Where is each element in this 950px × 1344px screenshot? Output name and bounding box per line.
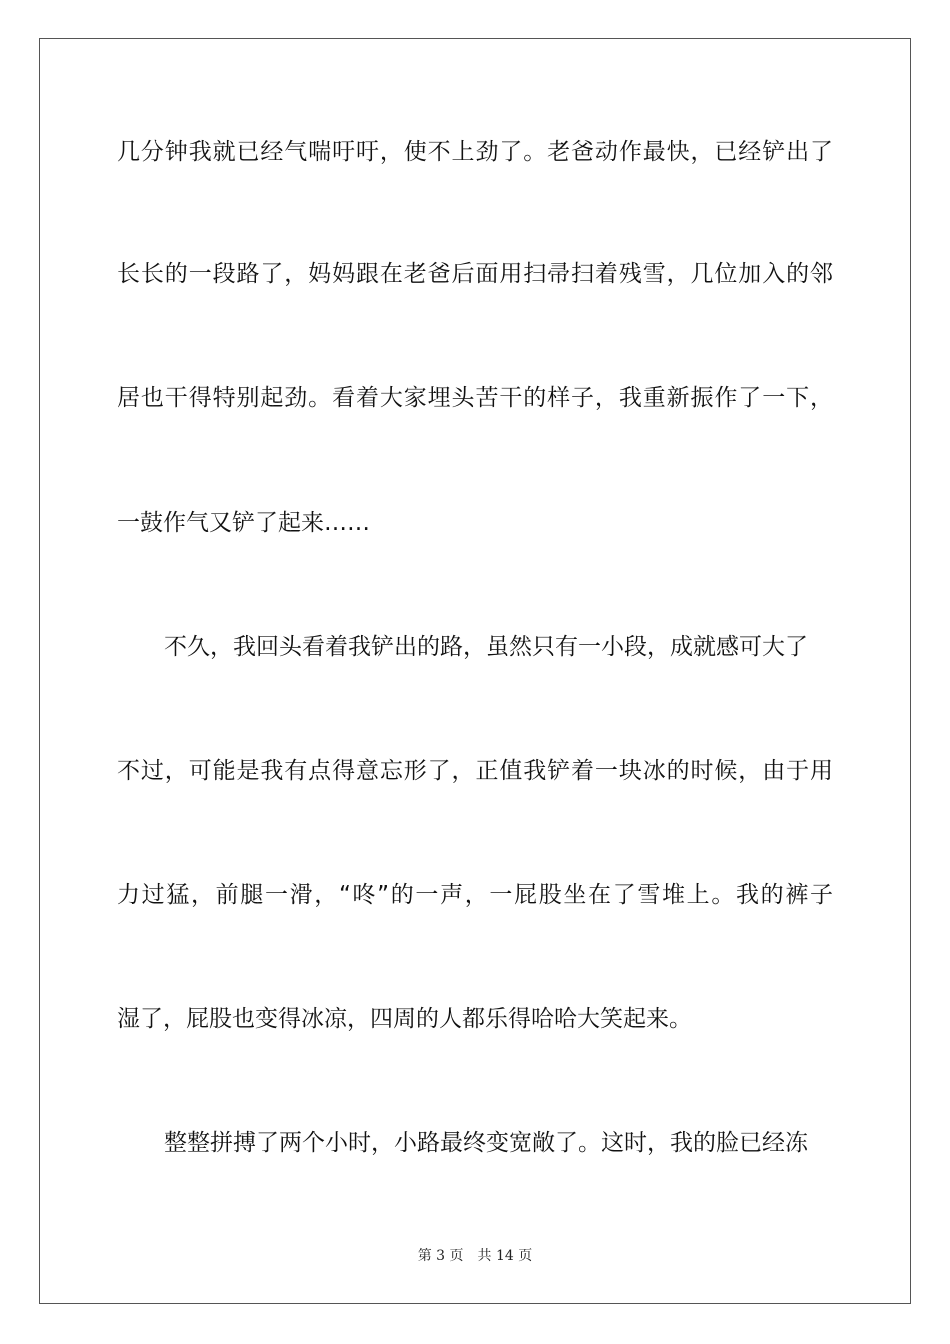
paragraph-line: 力过猛，前腿一滑，“咚”的一声，一屁股坐在了雪堆上。我的裤子 (117, 882, 833, 908)
page-frame (39, 38, 911, 1304)
page-footer (0, 1247, 950, 1265)
paragraph-line: 几分钟我就已经气喘吁吁，使不上劲了。老爸动作最快，已经铲出了 (117, 139, 833, 165)
paragraph-line: 不过，可能是我有点得意忘形了，正值我铲着一块冰的时候，由于用 (117, 758, 833, 784)
paragraph-line: 不久，我回头看着我铲出的路，虽然只有一小段，成就感可大了 (164, 634, 808, 660)
paragraph-line: 长长的一段路了，妈妈跟在老爸后面用扫帚扫着残雪，几位加入的邻 (117, 261, 833, 287)
paragraph-line: 一鼓作气又铲了起来…… (117, 510, 370, 536)
paragraph-line: 居也干得特别起劲。看着大家埋头苦干的样子，我重新振作了一下， (117, 385, 833, 411)
paragraph-line: 湿了，屁股也变得冰凉，四周的人都乐得哈哈大笑起来。 (117, 1006, 692, 1032)
page-total: 共 14 页 (477, 1248, 533, 1264)
paragraph-line: 整整拼搏了两个小时，小路最终变宽敞了。这时，我的脸已经冻 (164, 1130, 808, 1156)
page-number: 第 3 页 (417, 1248, 464, 1264)
